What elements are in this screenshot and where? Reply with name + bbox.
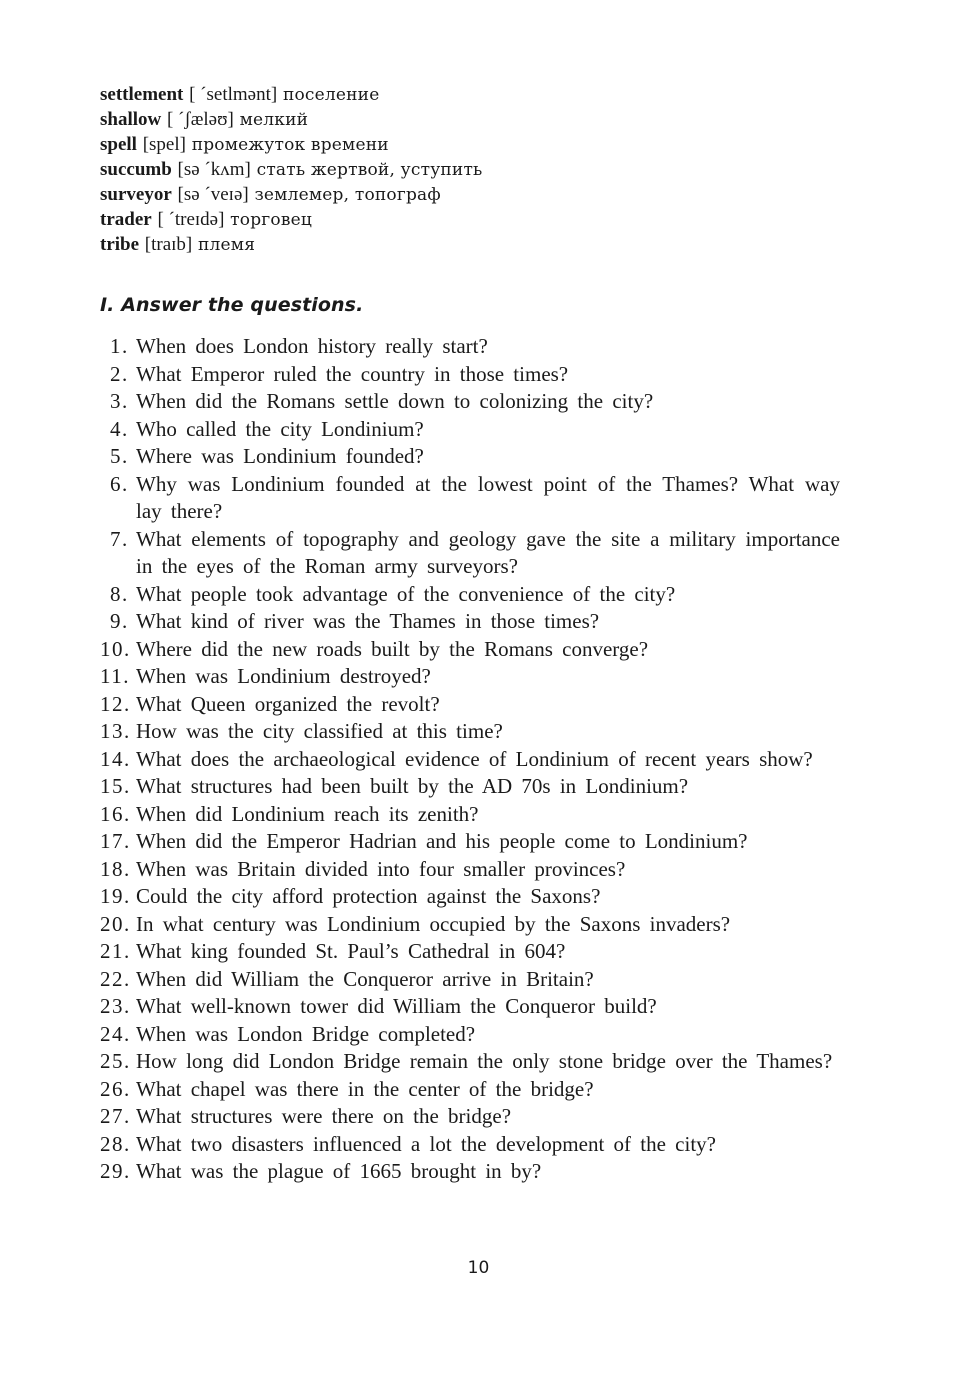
- question-number-label: 5.: [110, 444, 129, 468]
- question-number: [100, 1021, 136, 1049]
- question-number: [100, 938, 136, 966]
- vocab-meaning: торговец: [230, 210, 312, 230]
- question-item: [100, 471, 840, 526]
- question-text: What elements of topography and geology gave the site a military importance in the eyes of the Roman army surveyors?: [136, 526, 840, 578]
- question-text: How was the city classified at this time?: [136, 719, 503, 743]
- question-number: [100, 1131, 136, 1159]
- question-text: What structures were there on the bridge?: [136, 1104, 512, 1128]
- vocab-word: settlement: [100, 84, 184, 105]
- question-number: [100, 691, 136, 719]
- question-text: Could the city afford protection against the Saxons?: [136, 884, 601, 908]
- question-number: [100, 1048, 136, 1076]
- question-item: [100, 911, 840, 939]
- question-number: [100, 746, 136, 774]
- question-item: [100, 443, 840, 471]
- question-text: Why was Londinium founded at the lowest point of the Thames? What way lay there?: [136, 471, 840, 523]
- question-number: [100, 333, 136, 361]
- question-number: [100, 883, 136, 911]
- question-item: [100, 966, 840, 994]
- vocab-word: shallow: [100, 109, 162, 130]
- question-number-label: 8.: [110, 581, 129, 606]
- vocab-transcription: [sə ´veɪə]: [177, 184, 249, 205]
- question-number-label: 12.: [100, 691, 131, 716]
- question-text: What structures had been built by the AD 70s in Londinium?: [136, 774, 689, 798]
- question-number-label: 3.: [110, 389, 129, 413]
- question-text: What kind of river was the Thames in those times?: [136, 609, 600, 633]
- question-number: [100, 443, 136, 471]
- question-number-label: 4.: [110, 416, 129, 441]
- question-text: What does the archaeological evidence of Londinium of recent years show?: [136, 746, 813, 771]
- question-text: When did William the Conqueror arrive in Britain?: [136, 966, 594, 991]
- question-number-label: 24.: [100, 1021, 131, 1046]
- vocab-meaning: промежуток времени: [191, 135, 389, 155]
- question-number-label: 20.: [100, 911, 131, 936]
- question-number: [100, 966, 136, 994]
- question-item: [100, 1076, 840, 1104]
- question-item: [100, 938, 840, 966]
- question-text: Where was Londinium founded?: [136, 444, 424, 468]
- question-item: [100, 773, 840, 801]
- vocab-word: trader: [100, 209, 152, 230]
- question-item: [100, 416, 840, 444]
- question-number: [100, 361, 136, 389]
- question-text: Where did the new roads built by the Romans converge?: [136, 636, 649, 661]
- vocab-meaning: мелкий: [239, 110, 309, 130]
- question-item: [100, 828, 840, 856]
- question-text: When was Londinium destroyed?: [136, 664, 431, 688]
- vocab-entry: [100, 232, 860, 257]
- question-text: When was London Bridge completed?: [136, 1021, 476, 1046]
- vocab-word: surveyor: [100, 184, 172, 205]
- question-item: [100, 746, 840, 774]
- question-item: [100, 1103, 840, 1131]
- question-text: What was the plague of 1665 brought in by?: [136, 1159, 542, 1183]
- vocab-entry: [100, 207, 860, 232]
- question-item: [100, 608, 840, 636]
- questions-list: [100, 333, 840, 1186]
- question-number-label: 21.: [100, 939, 131, 963]
- question-text: What two disasters influenced a lot the development of the city?: [136, 1131, 716, 1156]
- question-number-label: 18.: [100, 856, 131, 881]
- question-number: [100, 801, 136, 829]
- question-number: [100, 608, 136, 636]
- vocabulary-list: [100, 82, 860, 257]
- question-number: [100, 993, 136, 1021]
- question-number: [100, 663, 136, 691]
- vocab-entry: [100, 82, 860, 107]
- question-number: [100, 718, 136, 746]
- question-text: What chapel was there in the center of the bridge?: [136, 1076, 594, 1101]
- question-number-label: 29.: [100, 1159, 131, 1183]
- question-number-label: 15.: [100, 774, 131, 798]
- question-text: What king founded St. Paul’s Cathedral in 604?: [136, 939, 566, 963]
- question-number-label: 19.: [100, 884, 131, 908]
- question-text: When was Britain divided into four smaller provinces?: [136, 856, 626, 881]
- question-text: What Queen organized the revolt?: [136, 691, 440, 716]
- question-number: [100, 911, 136, 939]
- question-number: [100, 581, 136, 609]
- vocab-meaning: землемер, топограф: [254, 185, 441, 205]
- vocab-word: spell: [100, 134, 137, 155]
- question-item: [100, 993, 840, 1021]
- vocab-transcription: [traɪb]: [144, 234, 193, 255]
- vocab-entry: [100, 157, 860, 182]
- question-number: [100, 856, 136, 884]
- question-number: [100, 526, 136, 554]
- question-number-label: 22.: [100, 966, 131, 991]
- vocab-meaning: поселение: [282, 85, 380, 105]
- question-item: [100, 718, 840, 746]
- question-item: [100, 1131, 840, 1159]
- question-text: How long did London Bridge remain the only stone bridge over the Thames?: [136, 1049, 833, 1073]
- question-number-label: 2.: [110, 361, 129, 386]
- vocab-word: tribe: [100, 234, 140, 255]
- question-text: In what century was Londinium occupied by the Saxons invaders?: [136, 911, 731, 936]
- question-number: [100, 828, 136, 856]
- question-text: What well-known tower did William the Conqueror build?: [136, 994, 657, 1018]
- section-title: I. Answer the questions.: [100, 294, 364, 316]
- question-item: [100, 1021, 840, 1049]
- question-text: When did the Romans settle down to colonizing the city?: [136, 389, 654, 413]
- question-number-label: 6.: [110, 471, 129, 496]
- question-number-label: 17.: [100, 829, 131, 853]
- question-number: [100, 471, 136, 499]
- question-text: What people took advantage of the convenience of the city?: [136, 581, 676, 606]
- question-text: When did Londinium reach its zenith?: [136, 801, 479, 826]
- question-number-label: 25.: [100, 1049, 131, 1073]
- vocab-meaning: племя: [198, 235, 256, 255]
- question-item: [100, 333, 840, 361]
- page-number: 10: [467, 1258, 490, 1278]
- question-number-label: 26.: [100, 1076, 131, 1101]
- question-item: [100, 663, 840, 691]
- question-number: [100, 636, 136, 664]
- question-item: [100, 526, 840, 581]
- question-number: [100, 773, 136, 801]
- vocab-transcription: [ ´treɪdə]: [157, 209, 225, 230]
- question-item: [100, 581, 840, 609]
- question-item: [100, 1048, 840, 1076]
- vocab-entry: [100, 132, 860, 157]
- question-number: [100, 1076, 136, 1104]
- question-number-label: 28.: [100, 1131, 131, 1156]
- question-item: [100, 636, 840, 664]
- vocab-transcription: [ ´ʃæləʊ]: [166, 109, 234, 130]
- question-number-label: 9.: [110, 609, 129, 633]
- question-item: [100, 856, 840, 884]
- question-number: [100, 1103, 136, 1131]
- vocab-transcription: [spel]: [142, 134, 186, 155]
- question-number-label: 23.: [100, 994, 131, 1018]
- question-item: [100, 801, 840, 829]
- question-number-label: 1.: [110, 334, 129, 358]
- question-item: [100, 361, 840, 389]
- vocab-transcription: [sə ´kʌm]: [177, 159, 251, 180]
- vocab-meaning: стать жертвой, уступить: [256, 160, 483, 180]
- question-text: What Emperor ruled the country in those times?: [136, 361, 569, 386]
- vocab-entry: [100, 107, 860, 132]
- question-text: When did the Emperor Hadrian and his people come to Londinium?: [136, 829, 748, 853]
- question-text: Who called the city Londinium?: [136, 416, 424, 441]
- question-number: [100, 1158, 136, 1186]
- question-number-label: 14.: [100, 746, 131, 771]
- question-item: [100, 883, 840, 911]
- question-number: [100, 388, 136, 416]
- question-item: [100, 388, 840, 416]
- vocab-transcription: [ ´setlmənt]: [189, 84, 278, 105]
- question-number-label: 16.: [100, 801, 131, 826]
- question-number-label: 10.: [100, 636, 131, 661]
- question-number-label: 11.: [100, 664, 130, 688]
- question-item: [100, 691, 840, 719]
- vocab-word: succumb: [100, 159, 172, 180]
- vocab-entry: [100, 182, 860, 207]
- question-number-label: 13.: [100, 719, 131, 743]
- question-number-label: 7.: [110, 526, 129, 551]
- question-text: When does London history really start?: [136, 334, 488, 358]
- question-item: [100, 1158, 840, 1186]
- question-number: [100, 416, 136, 444]
- question-number-label: 27.: [100, 1104, 131, 1128]
